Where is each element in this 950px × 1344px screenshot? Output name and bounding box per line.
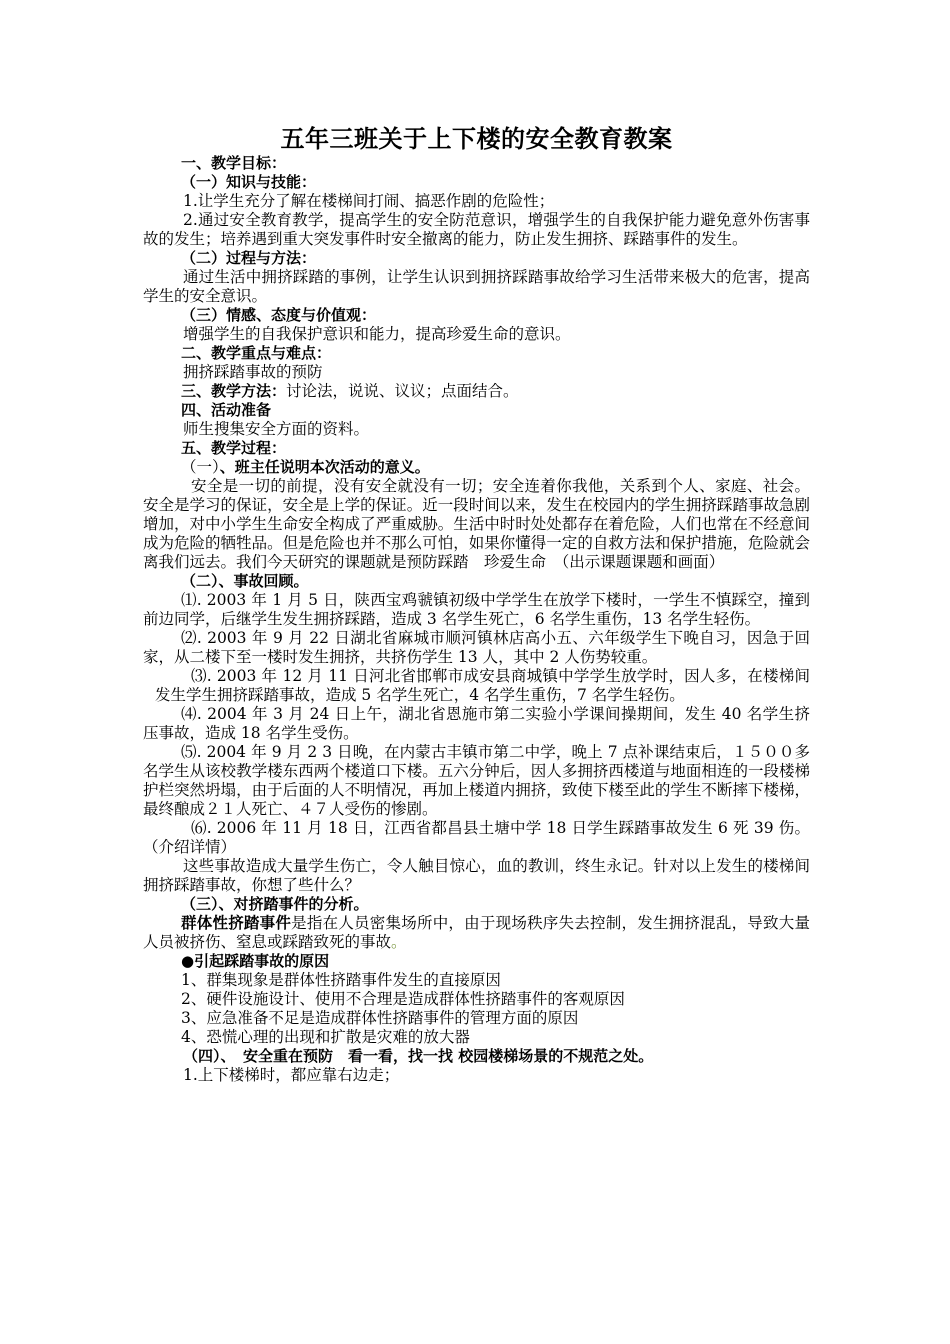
heading-teaching-method: 三、教学方法： [181,382,287,400]
crowd-crush-definition [143,914,810,952]
subheading-process-method: （二）过程与方法： [181,249,317,267]
definition-end-mark: 。 [391,933,407,951]
part-three-heading: （三）、对挤踏事件的分析。 [181,895,369,913]
emotion-values-text: 增强学生的自我保护意识和能力，提高珍爱生命的意识。 [183,325,571,343]
part-one-prefix: （一） [181,458,220,476]
accident-case-2: ⑵. 2003 年 9 月 22 日湖北省麻城市顺河镇林店高小五、六年级学生下晚自习，因急于回家，从二楼下至一楼时发生拥挤，共挤伤学生 13 人，其中 2 人伤势较重。 [143,629,810,666]
document-title: 五年三班关于上下楼的安全教育教案 [280,125,673,153]
part-four-heading: （四）、 安全重在预防 看一看，找一找 校园楼梯场景的不规范之处。 [183,1047,654,1065]
process-method-text: 通过生活中拥挤踩踏的事例，让学生认识到拥挤踩踏事故给学习生活带来极大的危害，提高学生的安全意识。 [143,268,810,305]
part-one-heading [143,458,810,477]
cause-item-2: 2、硬件设施设计、使用不合理是造成群体性挤踏事件的客观原因 [181,990,625,1008]
activity-prep-text: 师生搜集安全方面的资料。 [183,420,370,438]
accident-case-4: ⑷. 2004 年 3 月 24 日上午，湖北省恩施市第二实验小学课间操期间，发生 40 名学生挤压事故，造成 18 名学生受伤。 [143,705,810,742]
cause-item-1: 1、群集现象是群体性挤踏事件发生的直接原因 [181,971,501,989]
accident-case-5: ⑸. 2004 年 9 月 2 3 日晚，在内蒙古丰镇市第二中学，晚上 7 点补课结束后，１５００多名学生从该校教学楼东西两个楼道口下楼。五六分钟后，因人多拥挤西楼道与地面相连的一段楼梯护栏突然坍塌，由于后面的人不明情况，再加上楼道内拥挤，致使下楼至此的学生不断摔下楼梯，最终酿成２１人死亡、４７人受伤的惨剧。 [143,743,810,818]
heading-teaching-goals: 一、教学目标： [181,154,287,172]
teaching-method-text: 讨论法，说说、议议；点面结合。 [286,382,519,400]
heading-key-points: 二、教学重点与难点： [181,344,332,362]
accident-case-1: ⑴. 2003 年 1 月 5 日，陕西宝鸡虢镇初级中学学生在放学下楼时，一学生不慎踩空，撞到前边同学，后继学生发生拥挤踩踏，造成 3 名学生死亡，6 名学生重伤，13 名学生轻伤。 [143,591,810,628]
accident-case-6: ⑹. 2006 年 11 月 18 日，江西省都昌县土塘中学 18 日学生踩踏事故发生 6 死 39 伤。（介绍详情） [143,819,810,856]
teaching-method-line [143,382,810,401]
document-body [143,124,810,1085]
part-one-title: 、班主任说明本次活动的意义。 [219,458,430,476]
subheading-knowledge-skills: （一）知识与技能： [181,173,317,191]
cause-item-4: 4、恐慌心理的出现和扩散是灾难的放大器 [181,1028,470,1046]
reflection-text: 这些事故造成大量学生伤亡，令人触目惊心，血的教训，终生永记。针对以上发生的楼梯间拥挤踩踏事故，你想了些什么？ [143,857,810,894]
crowd-crush-term: 群体性挤踏事件 [181,914,292,932]
causes-heading: ●引起踩踏事故的原因 [181,952,330,970]
heading-teaching-process: 五、教学过程： [181,439,287,457]
accident-case-3: ⑶. 2003 年 12 月 11 日河北省邯郸市成安县商城镇中学学生放学时，因人多，在楼梯间发生学生拥挤踩踏事故，造成 5 名学生死亡，4 名学生重伤，7 名学生轻伤。 [155,667,810,704]
heading-activity-prep: 四、活动准备 [181,401,272,419]
stair-rule-1: 1.上下楼梯时，都应靠右边走； [183,1066,400,1084]
part-one-body: 安全是一切的前提，没有安全就没有一切；安全连着你我他，关系到个人、家庭、社会。安全是学习的保证，安全是上学的保证。近一段时间以来，发生在校园内的学生拥挤踩踏事故急剧增加，对中小学生生命安全构成了严重威胁。生活中时时处处都存在着危险，人们也常在不经意间成为危险的牺牲品。但是危险也并不那么可怕，如果你懂得一定的自救方法和保护措施，危险就会离我们远去。我们今天研究的课题就是预防踩踏 珍爱生命 （出示课题课题和画面） [143,477,810,571]
cause-item-3: 3、应急准备不足是造成群体性挤踏事件的管理方面的原因 [181,1009,579,1027]
part-two-heading: （二）、事故回顾。 [181,572,309,590]
subheading-emotion-values: （三）情感、态度与价值观： [181,306,377,324]
goal-item-1: 1.让学生充分了解在楼梯间打闹、搞恶作剧的危险性； [183,192,555,210]
goal-item-2: 2.通过安全教育教学，提高学生的安全防范意识，增强学生的自我保护能力避免意外伤害事故的发生；培养遇到重大突发事件时安全撤离的能力，防止发生拥挤、踩踏事件的发生。 [143,211,810,248]
key-points-text: 拥挤踩踏事故的预防 [183,363,323,381]
crowd-crush-definition-text: 是指在人员密集场所中，由于现场秩序失去控制，发生拥挤混乱，导致大量人员被挤伤、窒息或踩踏致死的事故 [143,914,810,951]
